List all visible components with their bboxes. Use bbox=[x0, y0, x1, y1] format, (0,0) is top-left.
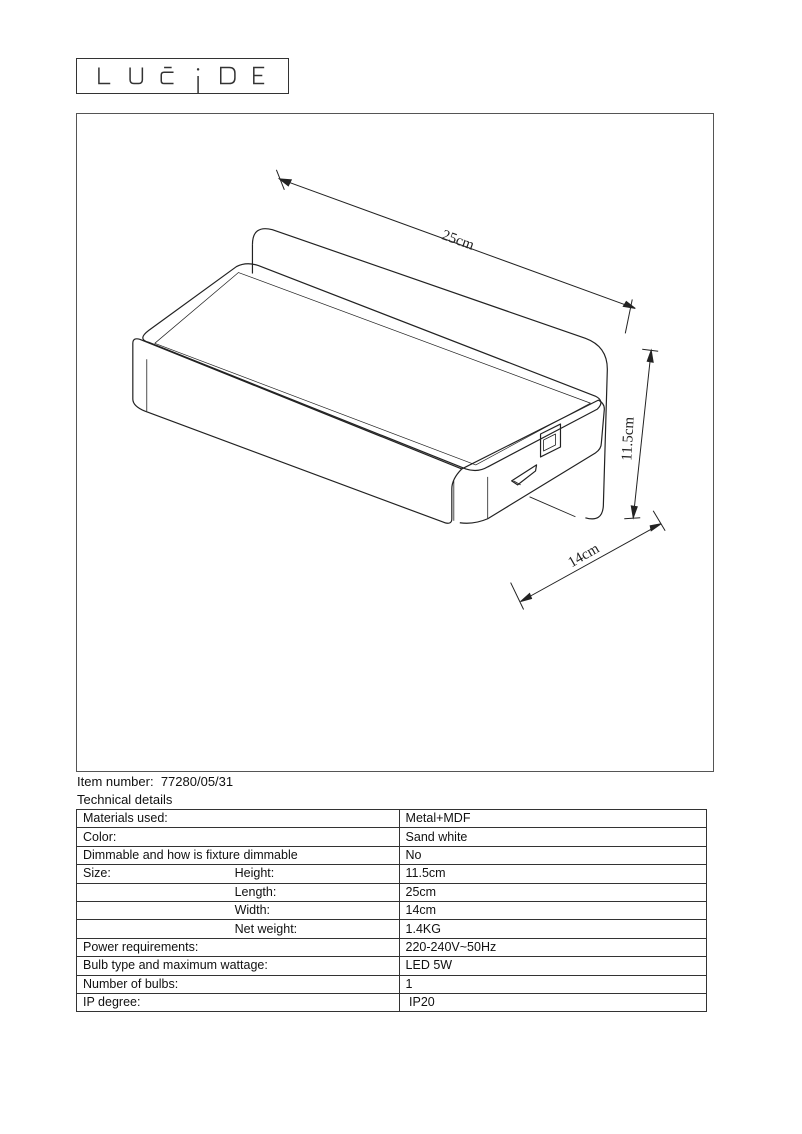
width-value: 14cm bbox=[399, 901, 706, 919]
length-value: 25cm bbox=[399, 883, 706, 901]
ip-degree-label: IP degree: bbox=[77, 993, 400, 1011]
ip-degree-value: IP20 bbox=[399, 993, 706, 1011]
height-dimension-label: 11.5cm bbox=[619, 416, 638, 462]
table-row bbox=[77, 920, 707, 938]
table-row bbox=[77, 828, 707, 846]
item-number-line bbox=[77, 774, 233, 790]
table-row bbox=[77, 865, 707, 883]
color-value: Sand white bbox=[399, 828, 706, 846]
technical-drawing-frame bbox=[76, 113, 714, 772]
lucide-logo-mark bbox=[77, 59, 288, 93]
table-row bbox=[77, 846, 707, 864]
bulb-count-label: Number of bulbs: bbox=[77, 975, 400, 993]
table-row bbox=[77, 993, 707, 1011]
table-row bbox=[77, 901, 707, 919]
bulb-type-label: Bulb type and maximum wattage: bbox=[77, 957, 400, 975]
table-row bbox=[77, 975, 707, 993]
power-value: 220-240V~50Hz bbox=[399, 938, 706, 956]
dimmable-value: No bbox=[399, 846, 706, 864]
power-label: Power requirements: bbox=[77, 938, 400, 956]
table-row bbox=[77, 938, 707, 956]
length-label: Length: bbox=[227, 883, 399, 901]
item-number-value: 77280/05/31 bbox=[160, 774, 234, 789]
bulb-count-value: 1 bbox=[399, 975, 706, 993]
width-dimension-label: 14cm bbox=[565, 540, 603, 572]
technical-details-table bbox=[76, 809, 707, 1012]
height-label: Height: bbox=[227, 865, 399, 883]
height-value: 11.5cm bbox=[399, 865, 706, 883]
lamp-technical-drawing bbox=[77, 114, 713, 771]
net-weight-label: Net weight: bbox=[227, 920, 399, 938]
item-number-label: Item number: bbox=[77, 774, 154, 789]
color-label: Color: bbox=[77, 828, 400, 846]
table-row bbox=[77, 957, 707, 975]
materials-label: Materials used: bbox=[77, 810, 400, 828]
width-label: Width: bbox=[227, 901, 399, 919]
table-row bbox=[77, 810, 707, 828]
net-weight-value: 1.4KG bbox=[399, 920, 706, 938]
table-row bbox=[77, 883, 707, 901]
length-dimension-label: 25cm bbox=[439, 227, 477, 254]
bulb-type-value: LED 5W bbox=[399, 957, 706, 975]
brand-logo bbox=[76, 58, 289, 94]
size-label: Size: bbox=[77, 865, 227, 883]
technical-details-heading: Technical details bbox=[77, 792, 173, 807]
materials-value: Metal+MDF bbox=[399, 810, 706, 828]
dimmable-label: Dimmable and how is fixture dimmable bbox=[77, 846, 400, 864]
